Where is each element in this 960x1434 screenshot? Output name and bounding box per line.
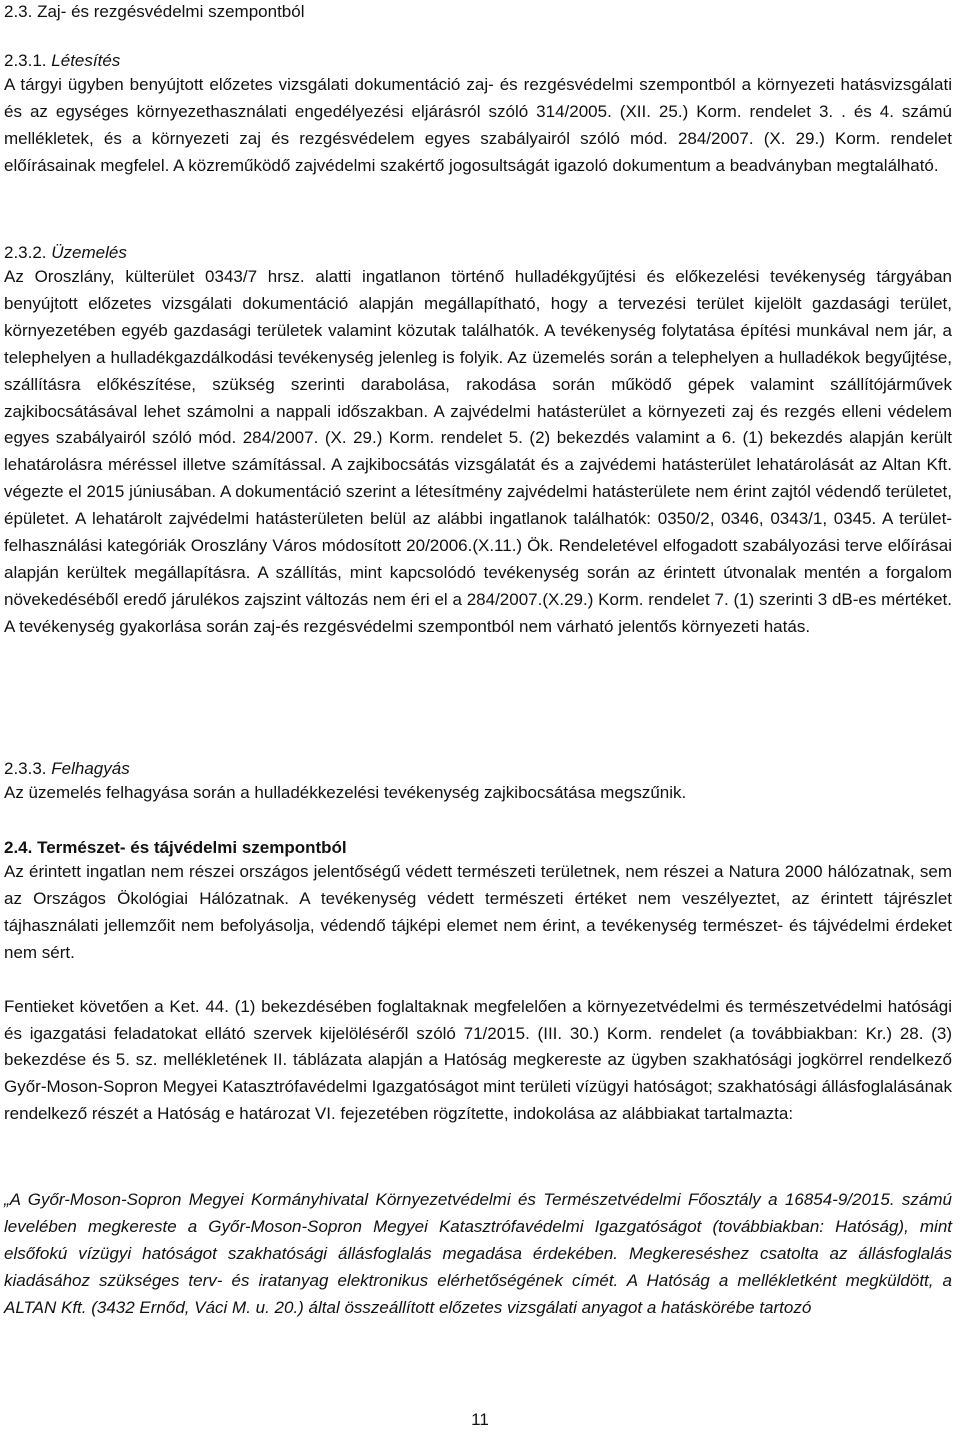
section-heading-2-3	[4, 0, 305, 23]
section-title: Természet- és tájvédelmi szempontból	[37, 838, 347, 857]
page-number: 11	[471, 1410, 489, 1429]
paragraph-szakhatosag: Fentieket követően a Ket. 44. (1) bekezdésében foglaltaknak megfelelően a környezetvédelmi és természetvédelmi hatósági és igazgatási feladatokat ellátó szervek kijelöléséről szóló 71/2015. (III. 30.) Korm. rendelet (a továbbiakban: Kr.) 28. (3) bekezdése és 5. sz. mellékletének II. táblázata alapján a Hatóság megkereste az ügyben szakhatósági jogkörrel rendelkező Győr-Moson-Sopron Megyei Katasztrófavédelmi Igazgatóságot mint területi vízügyi hatóságot; szakhatósági állásfoglalásának rendelkező részét a Hatóság e határozat VI. fejezetében rögzítette, indokolása az alábbiakat tartalmazta:	[4, 996, 952, 1124]
paragraph-felhagyas: Az üzemelés felhagyása során a hulladékkezelési tevékenység zajkibocsátása megszűnik.	[4, 783, 687, 802]
quoted-statement	[4, 1186, 952, 1321]
paragraph-termeszetvedelem: Az érintett ingatlan nem részei országos jelentőségű védett természeti területnek, nem részei a Natura 2000 hálózatnak, sem az Országos Ökológiai Hálózatnak. A tevékenység védett természeti értéket nem veszélyeztet, az érintett tájrészlet tájhasználati jellemzőit nem befolyásolja, védendő tájképi elemet nem érint, a tevékenység természet- és tájvédelmi érdeket nem sért.	[4, 862, 952, 962]
section-number: 2.4.	[4, 838, 33, 857]
section-2-4	[4, 836, 952, 1128]
section-2-3-1	[4, 49, 952, 180]
subsection-title: Üzemelés	[51, 243, 127, 262]
section-heading-2-4	[4, 836, 952, 859]
subsection-heading-2-3-1	[4, 49, 952, 72]
subsection-heading-2-3-3	[4, 757, 952, 780]
section-title: Zaj- és rezgésvédelmi szempontból	[37, 2, 305, 21]
section-number: 2.3.	[4, 2, 33, 21]
subsection-number: 2.3.3.	[4, 759, 47, 778]
paragraph-uzemeles: Az Oroszlány, külterület 0343/7 hrsz. alatti ingatlanon történő hulladékgyűjtési és előkezelési tevékenység tárgyában benyújtott előzetes vizsgálati dokumentáció alapján megállapítható, hogy a tervezési terület kijelölt gazdasági terület, környezetében egyéb gazdasági területek valamint közutak találhatók. A tevékenység folytatása építési munkával nem jár, a telephelyen a hulladékgazdálkodási tevékenység jelenleg is folyik. Az üzemelés során a telephelyen a hulladékok begyűjtése, szállításra előkészítése, szükség szerinti darabolása, rakodása során működő gépek valamint szállítójárművek zajkibocsátásával lehet számolni a nappali időszakban. A zajvédelmi hatásterület a környezeti zaj és rezgés elleni védelem egyes szabályairól szóló mód. 284/2007. (X. 29.) Korm. rendelet 5. (2) bekezdés valamint a 6. (1) bekezdés alapján került lehatárolásra méréssel illetve számítással. A zajkibocsátás vizsgálatát és a zajvédemi hatásterület lehatárolását az Altan Kft. végezte el 2015 júniusában. A dokumentáció szerint a létesítmény zajvédelmi hatásterülete nem érint zajtól védendő területet, épületet. A lehatárolt zajvédelmi hatásterületen belül az alábbi ingatlanok találhatók: 0350/2, 0346, 0343/1, 0345. A terület-felhasználási kategóriák Oroszlány Város módosított 20/2006.(X.11.) Ök. Rendeletével elfogadott szabályozási terve előírásai alapján kerültek megállapításra. A szállítás, mint kapcsolódó tevékenység során az érintett útvonalak mentén a forgalom növekedéséből eredő járulékos zajszint változás nem éri el a 284/2007.(X.29.) Korm. rendelet 7. (1) szerinti 3 dB-es mértéket. A tevékenység gyakorlása során zaj-és rezgésvédelmi szempontból nem várható jelentős környezeti hatás.	[4, 267, 952, 636]
subsection-number: 2.3.1.	[4, 51, 47, 70]
paragraph-quote: „A Győr-Moson-Sopron Megyei Kormányhivatal Környezetvédelmi és Természetvédelmi Főosztály a 16854-9/2015. számú levelében megkereste a Győr-Moson-Sopron Megyei Katasztrófavédelmi Igazgatóságot (továbbiakban: Hatóság), mint elsőfokú vízügyi hatóságot szakhatósági állásfoglalás megadása érdekében. Megkereséshez csatolta az állásfoglalás kiadásához szükséges terv- és iratanyag elektronikus elérhetőségének címét. A Hatóság a mellékletként megküldött, a ALTAN Kft. (3432 Ernőd, Váci M. u. 20.) által összeállított előzetes vizsgálati anyagot a hatáskörébe tartozó	[4, 1190, 952, 1317]
section-2-3-2	[4, 241, 952, 641]
subsection-heading-2-3-2	[4, 241, 952, 264]
subsection-number: 2.3.2.	[4, 243, 47, 262]
subsection-title: Felhagyás	[51, 759, 130, 778]
section-2-3-3	[4, 757, 952, 807]
paragraph-letesites: A tárgyi ügyben benyújtott előzetes vizsgálati dokumentáció zaj- és rezgésvédelmi szempontból a környezeti hatásvizsgálati és az egységes környezethasználati engedélyezési eljárásról szóló 314/2005. (XII. 25.) Korm. rendelet 3. . és 4. számú mellékletek, és a környezeti zaj és rezgésvédelem egyes szabályairól szóló mód. 284/2007. (X. 29.) Korm. rendelet előírásainak megfelel. A közreműködő zajvédelmi szakértő jogosultságát igazoló dokumentum a beadványban megtalálható.	[4, 75, 952, 175]
subsection-title: Létesítés	[51, 51, 121, 70]
